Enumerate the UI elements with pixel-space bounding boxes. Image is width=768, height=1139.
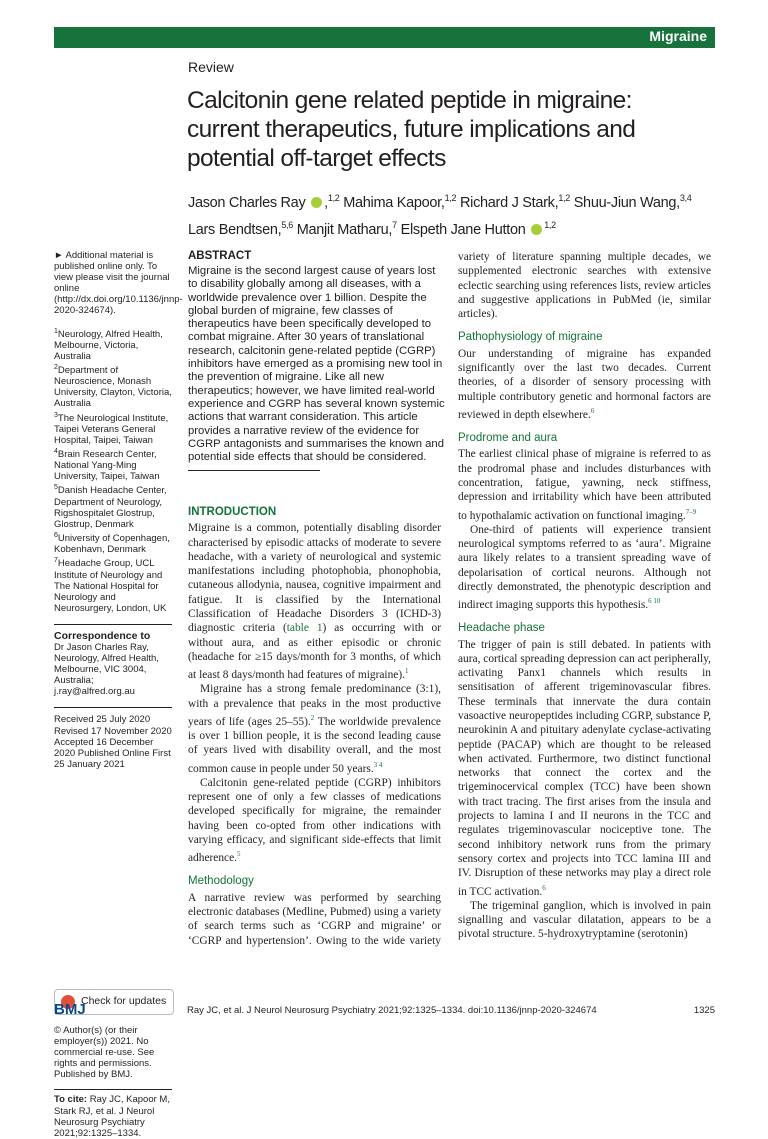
affiliation-item: $^7$Headache Group, UCL Institute of Neurology and The National Hospital for Neurology and Neurosurgery, London, UK bbox=[54, 557, 167, 614]
correspondence: Dr Jason Charles Ray, Neurology, Alfred Health, Melbourne, VIC 3004, Australia; j.ray@alfred.org.au bbox=[54, 642, 159, 698]
table-1-link[interactable]: table 1 bbox=[286, 622, 323, 635]
author-name: Jason Charles Ray bbox=[188, 194, 306, 211]
cite-box bbox=[54, 1089, 172, 1138]
author-list bbox=[188, 187, 718, 241]
author-line-1: Jason Charles Ray ,$^{1,2}$ Mahima Kapoor,$^{1,2}$ Richard J Stark,$^{1,2}$ Shuu-Jiun Wang,$^{3,4}$ bbox=[188, 193, 692, 211]
methodology-paragraph: A narrative review was performed by searching electronic databases (Medline, Pubmed) using a variety of search terms such as ‘CGRP and migraine’ or ‘CGRP and hypertension’. Owing to the wide variety bbox=[188, 891, 441, 947]
author-line-2 bbox=[188, 214, 718, 241]
affiliation-ref: 7 bbox=[392, 219, 397, 230]
page-footer bbox=[54, 1003, 715, 1019]
divider bbox=[54, 707, 172, 708]
affiliation-ref: 1,2 bbox=[327, 193, 340, 203]
check-updates-label: Check for updates bbox=[81, 995, 167, 1008]
intro-paragraph-3: Calcitonin gene-related peptide (CGRP) inhibitors represent one of only a few classes of medications developed specifically for migraine, the remainder having been co-opted from other indications with varying efficacy, and significant side-effects that limit adherence.$^5$ bbox=[188, 776, 441, 865]
methodology-continued: variety of literature spanning multiple decades, we supplemented electronic searches with extensive eclectic searching using references lists, review articles and suggestive applications in PubMed (ie, similar articles). bbox=[458, 251, 711, 321]
author-name: Manjit Matharu, bbox=[296, 221, 393, 238]
affiliation-item: $^5$Danish Headache Center, Department of Neurology, Rigshospitalet Glostrup, Glostrup, Denmark bbox=[54, 484, 167, 530]
affiliation-item: $^3$The Neurological Institute, Taipei Veterans General Hospital, Taipei, Taiwan bbox=[54, 411, 169, 446]
bmj-logo: BMJ bbox=[54, 1001, 86, 1018]
body-column-right bbox=[458, 250, 711, 942]
pathophysiology-heading: Pathophysiology of migraine bbox=[458, 331, 603, 344]
affiliation-item: $^2$Department of Neuroscience, Monash University, Clayton, Victoria, Australia bbox=[54, 364, 172, 410]
abstract-heading: ABSTRACT bbox=[188, 250, 252, 262]
divider bbox=[188, 470, 320, 471]
author-name: Mahima Kapoor, bbox=[343, 194, 445, 211]
author-name: Shuu-Jiun Wang, bbox=[573, 194, 680, 211]
affiliation-item: $^4$Brain Research Center, National Yang-Ming University, Taipei, Taiwan bbox=[54, 447, 160, 483]
copyright-notice: © Author(s) (or their employer(s)) 2021. No commercial re-use. See rights and permissions. Published by BMJ. bbox=[54, 1024, 155, 1081]
intro-heading: INTRODUCTION bbox=[188, 506, 277, 518]
prodrome-paragraph-2: One-third of patients will experience transient neurological symptoms referred to as ‘aura’. Migraine aura likely relates to a transient spreading wave of depolarisation of cortical neurons. Although not directly demonstrated, the phenotypic description and indirect imaging supports this hypothesis.$^{6 10}$ bbox=[458, 523, 711, 611]
affiliation-ref: 1,2 bbox=[558, 193, 570, 203]
prodrome-paragraph-1: The earliest clinical phase of migraine is referred to as the prodromal phase and includes disturbances with concentration, fatigue, yawning, neck stiffness, depression and irritability which have been attributed to hypothalamic activation on functional imaging.$^{7-9}$ bbox=[458, 448, 711, 522]
affiliation-ref: 1,2 bbox=[544, 219, 556, 230]
headache-paragraph-1: The trigger of pain is still debated. In patients with aura, cortical spreading depression can act peripherally, activating Panx1 channels which results in sensitisation of afferent trigeminovascular fibres. These terminals that innervate the dura contain vasoactive neuropeptides including CGRP, substance P, neurokinin A and pituitary adenylate cyclase-activating peptide (PACAP) which are thought to be released when activated. Furthermore, two distinct functional networks that connect the cortex and the trigeminocervical complex (TCC) have been shown with tract tracing. The first arises from the insula and projects to lamina I and II neurons in the TCC and regulates trigeminovascular nociceptive tone. The second inhibitory network runs from the primary sensory cortex and projects into TCC lamina III and IV. Disruption of these networks may play a direct role in TCC activation.$^6$ bbox=[458, 638, 711, 898]
article-type: Review bbox=[188, 59, 234, 75]
page-number: 1325 bbox=[693, 1005, 715, 1016]
section-tag: Migraine bbox=[649, 28, 707, 44]
abstract-text: Migraine is the second largest cause of years lost to disability globally among all diseases, with a worldwide prevalence over 1 billion. Despite the global burden of migraine, few classes of therapeutics have been specifically developed to combat migraine. After 30 years of translational research, calcitonin gene-related peptide (CGRP) inhibitors have emerged as a promising new tool in the prevention of migraine. Like all new therapeutics; however, we have limited real-world experience and CGRP has several known systemic actions that warrant consideration. This article provides a narrative review of the evidence for CGRP antagonists and summarises the known and potential side effects that should be considered. bbox=[188, 265, 445, 464]
article-dates: Received 25 July 2020 Revised 17 November 2020 Accepted 16 December 2020 Published Online First 25 January 2021 bbox=[54, 714, 172, 770]
divider bbox=[54, 624, 172, 625]
affiliation-ref: 1,2 bbox=[444, 193, 457, 203]
article-title: Calcitonin gene related peptide in migraine: current therapeutics, future implications and potential off-target effects bbox=[187, 87, 636, 172]
author-name: Elspeth Jane Hutton bbox=[400, 221, 526, 238]
author-name: Lars Bendtsen, bbox=[188, 221, 282, 238]
body-column-middle bbox=[188, 505, 441, 948]
affiliation-item: $^6$University of Copenhagen, Kobenhavn, Denmark bbox=[54, 531, 170, 556]
methodology-heading: Methodology bbox=[188, 875, 254, 888]
headache-phase-heading: Headache phase bbox=[458, 622, 545, 635]
footer-citation: Ray JC, et al. J Neurol Neurosurg Psychiatry 2021;92:1325–1334. doi:10.1136/jnnp-2020-324674 bbox=[187, 1005, 597, 1016]
author-name: Richard J Stark, bbox=[459, 194, 559, 211]
cite-text: Ray JC, Kapoor M, Stark RJ, et al. J Neurol Neurosurg Psychiatry 2021;92:1325–1334. bbox=[54, 1094, 170, 1139]
orcid-icon[interactable] bbox=[311, 197, 322, 208]
section-banner bbox=[54, 27, 715, 48]
affiliation-ref: 3,4 bbox=[679, 193, 692, 203]
prodrome-heading: Prodrome and aura bbox=[458, 432, 558, 445]
affiliation-ref: 5,6 bbox=[281, 219, 293, 230]
cite-label: To cite: bbox=[54, 1094, 88, 1106]
affiliations bbox=[54, 326, 172, 614]
additional-material-note: ► Additional material is published online only. To view please visit the journal online (http://dx.doi.org/10.1136/jnnp-2020-324674). bbox=[54, 250, 183, 317]
headache-paragraph-2: The trigeminal ganglion, which is involved in pain signalling and vascular dilatation, appears to be a pivotal structure. 5-hydroxytryptamine (serotonin) bbox=[458, 899, 711, 941]
intro-paragraph-2: Migraine has a strong female predominance (3:1), with a prevalence that peaks in the most productive years of life (ages 25–55).$^2$ The worldwide prevalence is over 1 billion people, it is the second leading cause of years lived with disability overall, and the most common cause in people under 50 years.$^{3 4}$ bbox=[188, 683, 441, 775]
intro-paragraph-1: Migraine is a common, potentially disabling disorder characterised by episodic attacks of moderate to severe headache, with a variety of neurological and systemic manifestations including photophobia, phonophobia, cutaneous allodynia, nausea, cognitive impairment and fatigue. It is classified by the International Classification of Headache Disorders 3 (ICHD-3) diagnostic criteria (table 1) as occurring with or without aura, and as either episodic or chronic (headache for ≥15 days/month for 3 months, of which at least 8 days/month had features of migraine).$^1$ bbox=[188, 522, 441, 682]
orcid-icon[interactable] bbox=[531, 224, 542, 235]
affiliation-item: $^1$Neurology, Alfred Health, Melbourne, Victoria, Australia bbox=[54, 327, 163, 362]
pathophysiology-paragraph: Our understanding of migraine has expanded significantly over the last two decades. Current theories, of a disorder of sensory processing with multiple contributory genetic and hormonal factors are reviewed in depth elsewhere.$^6$ bbox=[458, 347, 711, 421]
correspondence-heading: Correspondence to bbox=[54, 629, 151, 642]
